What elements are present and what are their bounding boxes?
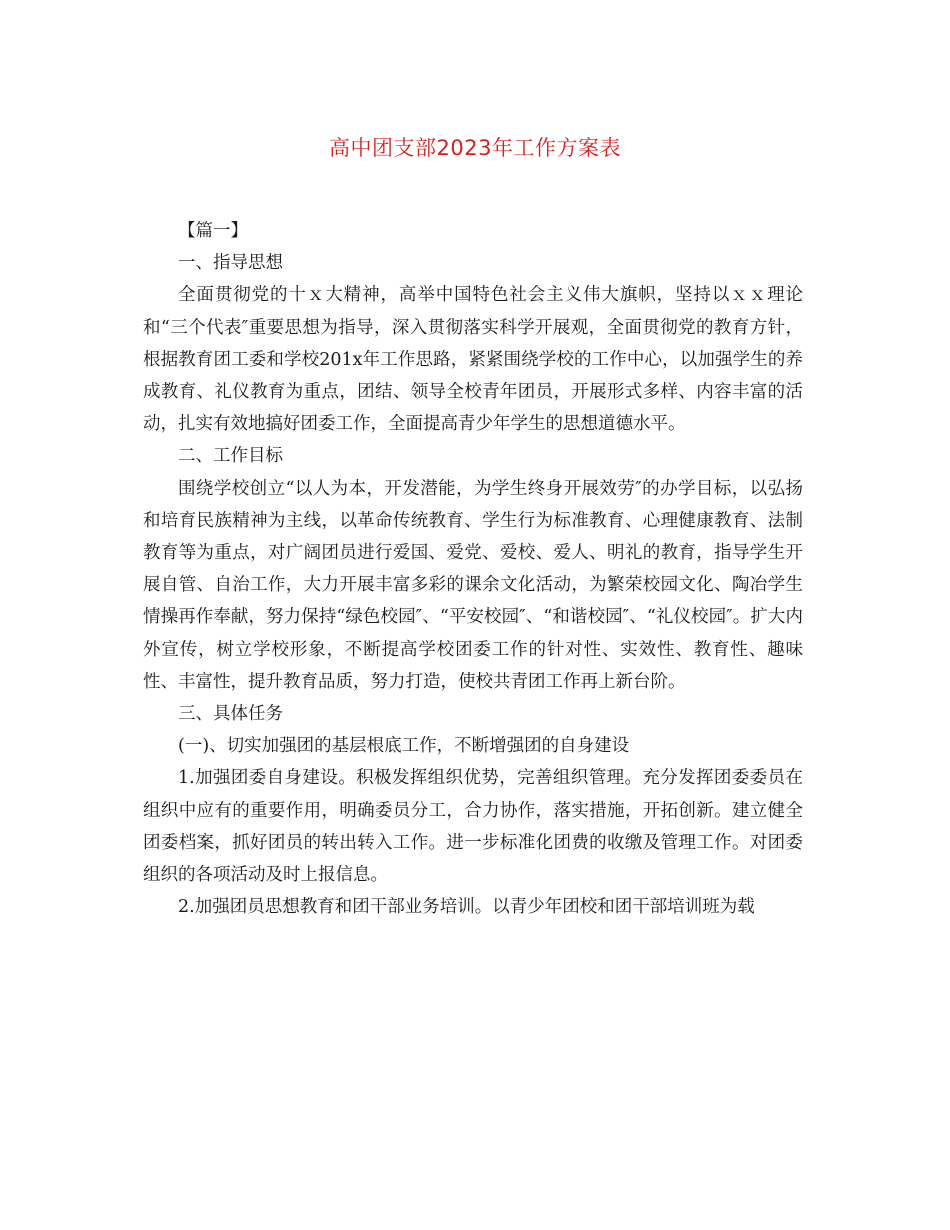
heading-work-goals: 二、工作目标	[178, 446, 283, 467]
document-title: 高中团支部2023年工作方案表	[329, 136, 621, 160]
heading-guiding-ideology: 一、指导思想	[178, 253, 283, 274]
subheading-grassroots-work: (一)、切实加强团的基层根底工作，不断增强团的自身建设	[178, 736, 630, 757]
paragraph-member-education: 2.加强团员思想教育和团干部业务培训。以青少年团校和团干部培训班为载	[178, 897, 755, 918]
paragraph-guiding-ideology: 全面贯彻党的十ｘ大精神，高举中国特色社会主义伟大旗帜，坚持以ｘｘ理论和“三个代表″重要思想为指导，深入贯彻落实科学开展观，全面贯彻党的教育方针，根据教育团工委和学校201x年工作思路，紧紧围绕学校的工作中心，以加强学生的养成教育、礼仪教育为重点，团结、领导全校青年团员，开展形式多样、内容丰富的活动，扎实有效地搞好团委工作，全面提高青少年学生的思想道德水平。	[143, 285, 803, 435]
document-body	[143, 215, 803, 923]
paragraph-committee-building: 1.加强团委自身建设。积极发挥组织优势，完善组织管理。充分发挥团委委员在组织中应有的重要作用，明确委员分工，合力协作，落实措施，开拓创新。建立健全团委档案，抓好团员的转出转入工作。进一步标准化团费的收缴及管理工作。对团委组织的各项活动及时上报信息。	[143, 768, 803, 886]
section-label: 【篇一】	[178, 221, 248, 241]
heading-specific-tasks: 三、具体任务	[178, 704, 283, 725]
paragraph-work-goals: 围绕学校创立“以人为本，开发潜能，为学生终身开展效劳″的办学目标，以弘扬和培育民族精神为主线，以革命传统教育、学生行为标准教育、心理健康教育、法制教育等为重点，对广阔团员进行爱国、爱党、爱校、爱人、明礼的教育，指导学生开展自管、自治工作，大力开展丰富多彩的课余文化活动，为繁荣校园文化、陶冶学生情操再作奉献，努力保持“绿色校园″、“平安校园″、“和谐校园″、“礼仪校园″。扩大内外宣传，树立学校形象，不断提高学校团委工作的针对性、实效性、教育性、趣味性、丰富性，提升教育品质，努力打造，使校共青团工作再上新台阶。	[143, 478, 803, 692]
